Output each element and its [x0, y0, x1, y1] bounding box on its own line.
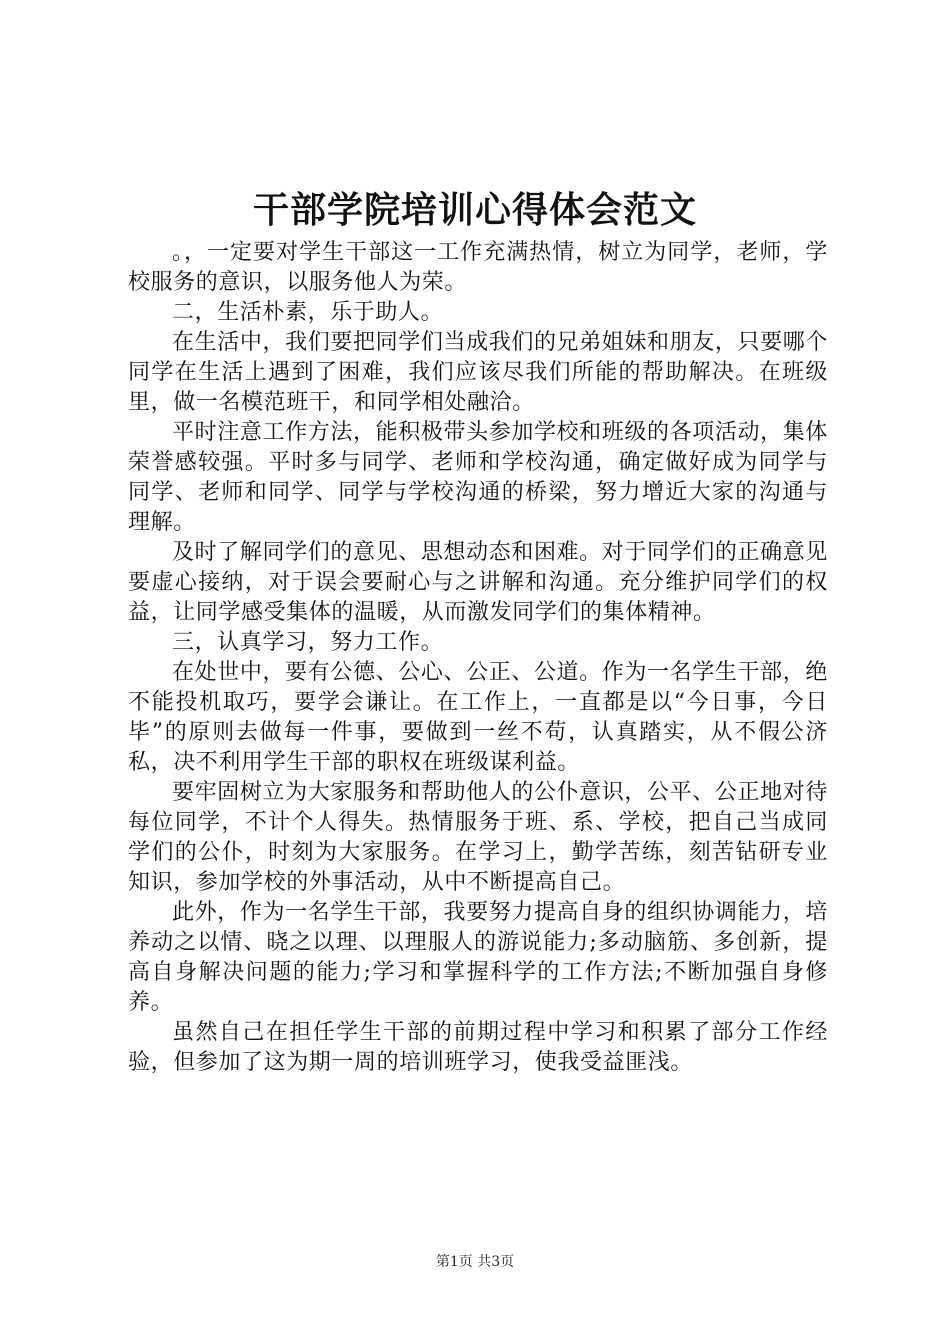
page-footer: 第1页 共3页 — [435, 1254, 515, 1270]
paragraph-1: 。，一定要对学生干部这一工作充满热情，树立为同学，老师，学校服务的意识，以服务他人为荣。 — [128, 240, 828, 295]
paragraph-4: 平时注意工作方法，能积极带头参加学校和班级的各项活动，集体荣誉感较强。平时多与同学、老师和学校沟通，确定做好成为同学与同学、老师和同学、同学与学校沟通的桥梁，努力增近大家的沟通与理解。 — [128, 420, 828, 535]
document-body — [128, 238, 828, 1078]
paragraph-10: 虽然自己在担任学生干部的前期过程中学习和积累了部分工作经验，但参加了这为期一周的培训班学习，使我受益匪浅。 — [128, 1020, 828, 1075]
paragraph-2: 二，生活朴素，乐于助人。 — [172, 300, 444, 325]
paragraph-5: 及时了解同学们的意见、思想动态和困难。对于同学们的正确意见要虚心接纳，对于误会要耐心与之讲解和沟通。充分维护同学们的权益，让同学感受集体的温暖，从而激发同学们的集体精神。 — [128, 540, 828, 625]
document-title: 干部学院培训心得体会范文 — [252, 189, 697, 231]
paragraph-3: 在生活中，我们要把同学们当成我们的兄弟姐妹和朋友，只要哪个同学在生活上遇到了困难，我们应该尽我们所能的帮助解决。在班级里，做一名模范班干，和同学相处融洽。 — [128, 330, 828, 415]
paragraph-7: 在处世中，要有公德、公心、公正、公道。作为一名学生干部，绝不能投机取巧，要学会谦让。在工作上，一直都是以“今日事，今日毕”的原则去做每一件事，要做到一丝不苟，认真踏实，从不假公济私，决不利用学生干部的职权在班级谋利益。 — [128, 660, 828, 775]
paragraph-8: 要牢固树立为大家服务和帮助他人的公仆意识，公平、公正地对待每位同学，不计个人得失。热情服务于班、系、学校，把自己当成同学们的公仆，时刻为大家服务。在学习上，勤学苦练，刻苦钻研专业知识，参加学校的外事活动，从中不断提高自己。 — [128, 780, 828, 895]
paragraph-9: 此外，作为一名学生干部，我要努力提高自身的组织协调能力，培养动之以情、晓之以理、以理服人的游说能力;多动脑筋、多创新，提高自身解决问题的能力;学习和掌握科学的工作方法;不断加强自身修养。 — [128, 900, 828, 1015]
paragraph-6: 三，认真学习，努力工作。 — [172, 630, 444, 655]
